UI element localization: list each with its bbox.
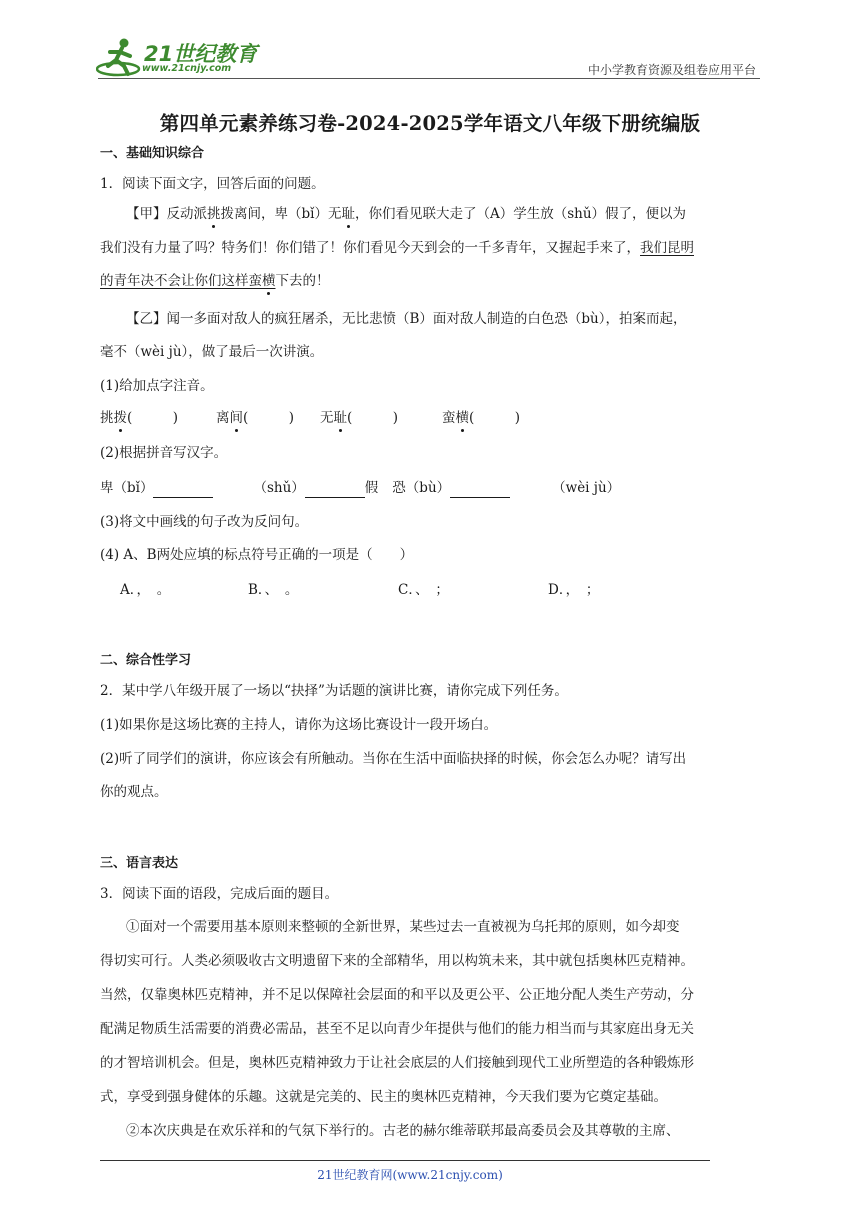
- paragraph-2-line: ②本次庆典是在欢乐祥和的气氛下举行的。古老的赫尔维蒂联邦最高委员会及其尊敬的主席、: [126, 1123, 680, 1139]
- page-title: 第四单元素养练习卷-2024-2025学年语文八年级下册统编版: [159, 112, 701, 135]
- option-d[interactable]: D．， ；: [548, 582, 600, 598]
- answer-blank[interactable]: [305, 483, 365, 498]
- sub-question-1-2: (2)根据拼音写汉字。: [100, 445, 228, 461]
- option-b[interactable]: B．、 。: [248, 582, 299, 598]
- sub-question-2-2-line-1: (2)听了同学们的演讲，你应该会有所触动。当你在生活中面临抉择的时候，你会怎么办呢？请写出: [100, 751, 687, 767]
- paragraph-1-line: 当然，仅靠奥林匹克精神，并不足以保障社会层面的和平以及更公平、公正地分配人类生产劳动，分: [100, 987, 694, 1003]
- question-3-stem: 3．阅读下面的语段，完成后面的题目。: [100, 886, 339, 902]
- header-divider: [98, 78, 760, 79]
- section-heading-2: 二、综合性学习: [100, 653, 192, 668]
- sub-question-1-1: (1)给加点字注音。: [100, 378, 214, 394]
- sub-question-1-3: (3)将文中画线的句子改为反问句。: [100, 514, 309, 530]
- hanzi-items-row: 卑（bǐ） （shǔ） 假 恐（bù） （wèi jù）: [100, 480, 621, 496]
- paragraph-1-line: 配满足物质生活需要的消费必需品，甚至不足以向青少年提供与他们的能力相当而与其家庭出身无关: [100, 1021, 694, 1037]
- platform-label: 中小学教育资源及组卷应用平台: [587, 63, 756, 77]
- section-heading-1: 一、基础知识综合: [100, 146, 205, 161]
- runner-logo-icon: [96, 36, 144, 80]
- logo-url: www.21cnjy.com: [142, 63, 232, 74]
- answer-blank[interactable]: [450, 483, 510, 498]
- answer-blank[interactable]: [153, 483, 213, 498]
- paragraph-1-line: 式，享受到强身健体的乐趣。这就是完美的、民主的奥林匹克精神，今天我们要为它奠定基础。: [100, 1089, 667, 1105]
- options-row: [120, 580, 599, 600]
- pinyin-items-row: 挑拨( ) 离间( ) 无耻( ) 蛮横( ): [100, 410, 521, 426]
- passage-jia-line-2: 我们没有力量了吗？特务们！你们错了！你们看见今天到会的一千多青年，又握起手来了，我们昆明: [100, 240, 694, 256]
- question-2-stem: 2．某中学八年级开展了一场以“抉择”为话题的演讲比赛，请你完成下列任务。: [100, 683, 568, 699]
- paragraph-1-line: 的才智培训机会。但是，奥林匹克精神致力于让社会底层的人们接触到现代工业所塑造的各种锻炼形: [100, 1055, 694, 1071]
- question-1-stem: 1．阅读下面文字，回答后面的问题。: [100, 176, 325, 192]
- passage-jia-line-3: 的青年决不会让你们这样蛮横下去的！: [100, 273, 330, 289]
- option-c[interactable]: C．、 ；: [398, 582, 449, 598]
- sub-question-1-4: (4) A、B两处应填的标点符号正确的一项是（ ）: [100, 547, 414, 563]
- passage-jia-line-1: 【甲】反动派挑拨离间，卑（bǐ）无耻，你们看见联大走了（A）学生放（shǔ）假了，便以为: [126, 206, 687, 222]
- paragraph-1-line: 得切实可行。人类必须吸收古文明遗留下来的全部精华，用以构筑未来，其中就包括奥林匹克精神。: [100, 953, 694, 969]
- footer-divider: [100, 1160, 710, 1161]
- site-logo[interactable]: [96, 36, 266, 80]
- logo-text: 21世纪教育: [144, 42, 258, 66]
- paragraph-1-line: ①面对一个需要用基本原则来整顿的全新世界，某些过去一直被视为乌托邦的原则，如今却变: [126, 919, 680, 935]
- footer-link[interactable]: 21世纪教育网(www.21cnjy.com): [317, 1168, 503, 1182]
- sub-question-2-1: (1)如果你是这场比赛的主持人，请你为这场比赛设计一段开场白。: [100, 717, 498, 733]
- section-heading-3: 三、语言表达: [100, 856, 179, 871]
- passage-yi-line-2: 毫不（wèi jù），做了最后一次讲演。: [100, 344, 324, 360]
- option-a[interactable]: A．， 。: [120, 582, 171, 598]
- passage-yi-line-1: 【乙】闻一多面对敌人的疯狂屠杀，无比悲愤（B）面对敌人制造的白色恐（bù），拍案而起，: [126, 311, 687, 327]
- sub-question-2-2-line-2: 你的观点。: [100, 784, 168, 800]
